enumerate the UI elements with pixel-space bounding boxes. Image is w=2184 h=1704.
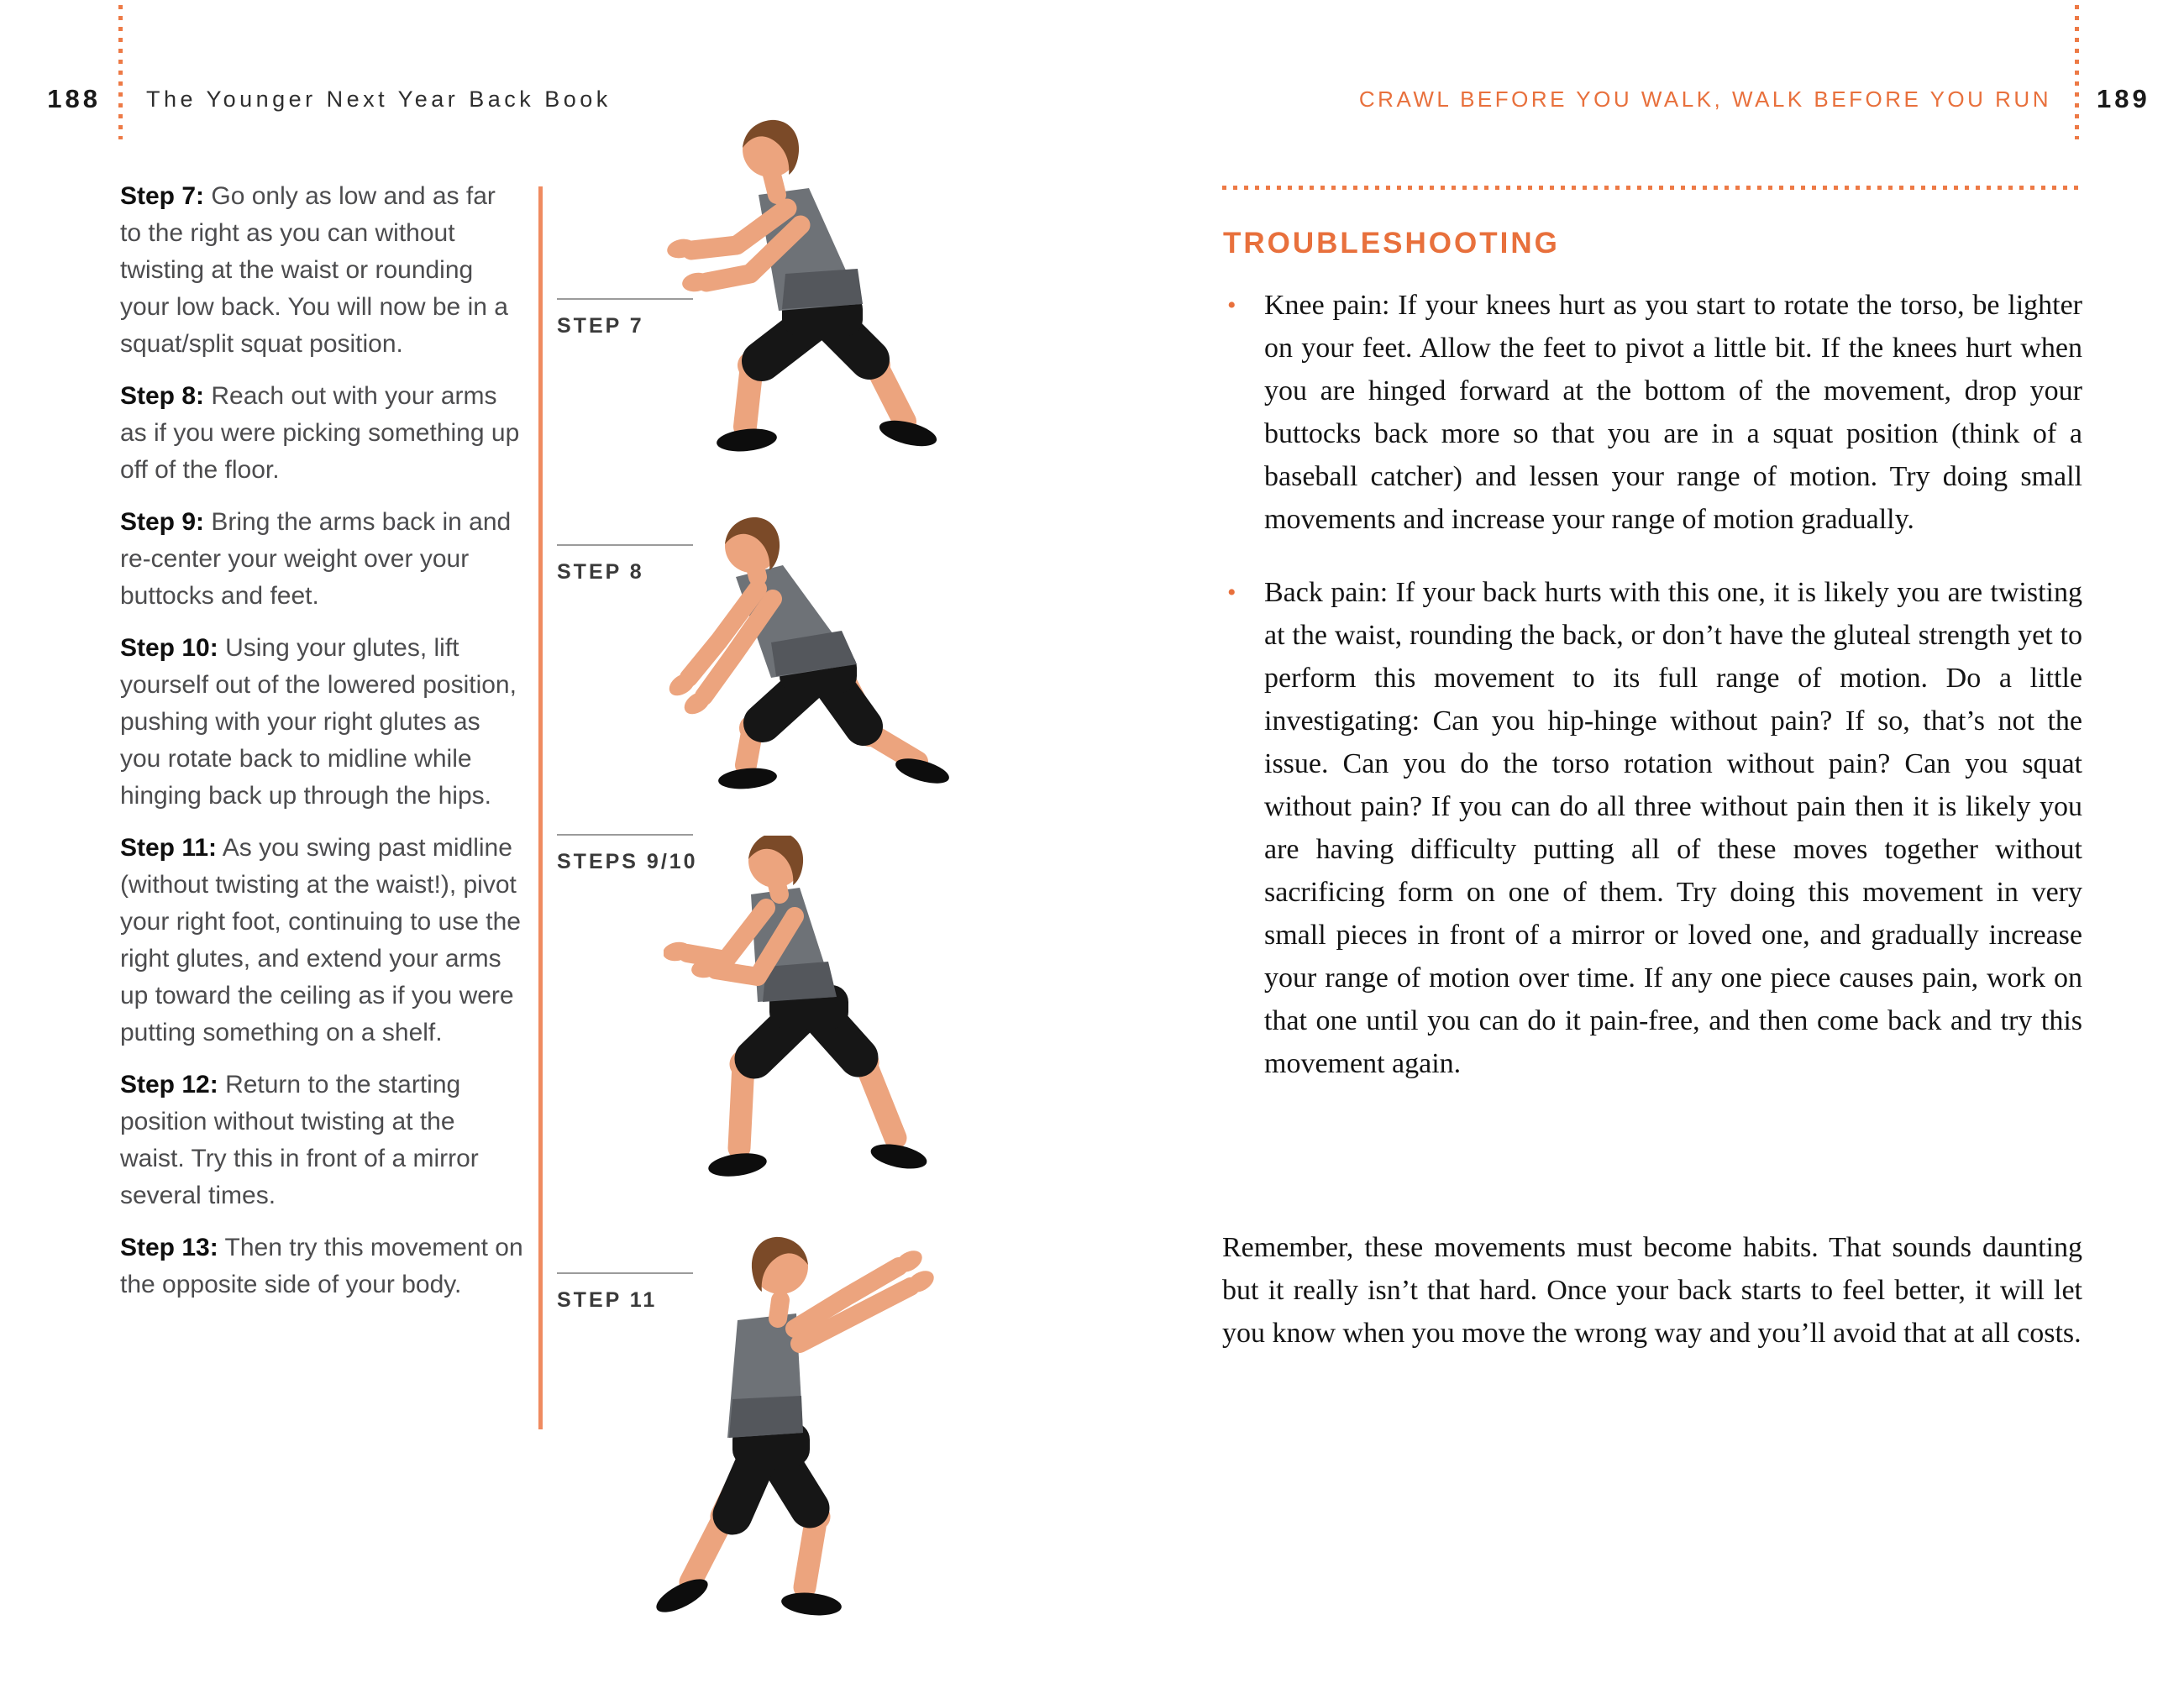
exercise-figure-steps-9-10 — [664, 836, 958, 1188]
step-7-paragraph — [120, 178, 523, 363]
step-12-text: Return to the starting position without twisting at the waist. Try this in front of a mirror several times. — [120, 1071, 479, 1209]
column-rule — [538, 186, 543, 1429]
figure-label-step-11: STEP 11 — [557, 1288, 658, 1312]
dotted-section-rule — [1222, 186, 2079, 190]
step-11-label: Step 11: — [120, 834, 218, 862]
figure-label-step-8: STEP 8 — [557, 560, 644, 584]
troubleshooting-heading: TROUBLESHOOTING — [1223, 227, 1560, 260]
step-10-label: Step 10: — [120, 634, 218, 662]
step-7-label: Step 7: — [120, 182, 205, 210]
step-12-label: Step 12: — [120, 1071, 218, 1098]
step-13-text: Then try this movement on the opposite side of your body. — [120, 1234, 523, 1298]
step-10-paragraph — [120, 630, 523, 815]
dotted-divider-left — [118, 5, 123, 139]
step-8-paragraph — [120, 378, 523, 489]
bullet-back-pain-text: Back pain: If your back hurts with this one, it is likely you are twisting at the waist, rounding the back, or don’t have the gluteal strength yet to perform this movement to its full range of motion. Do a little investigating: Can you hip-hinge without pain? If so, that’s not the issue. Can you do the torso rotation without pain? Can you squat without pain? If you can do all three without pain then it is likely you are having difficulty putting all of these moves together without sacrificing form on one of them. Try doing this movement in very small pieces in front of a mirror or loved one, and gradually increase your range of motion over time. If any one piece causes pain, work on that one until you can do it pain-free, and then come back and try this movement again. — [1264, 577, 2082, 1079]
bullet-back-pain — [1222, 571, 2082, 1085]
troubleshooting-list — [1222, 284, 2082, 1115]
bullet-knee-pain — [1222, 284, 2082, 541]
step-7-text: Go only as low and as far to the right as you can without twisting at the waist or rounding your low back. You will now be in a squat/split squat position. — [120, 182, 508, 358]
figure-label-steps-9-10: STEPS 9/10 — [557, 850, 698, 873]
bullet-dot-icon: • — [1227, 579, 1236, 606]
step-13-paragraph — [120, 1230, 523, 1303]
exercise-figure-step-8 — [664, 516, 958, 815]
step-9-label: Step 9: — [120, 508, 205, 536]
step-12-paragraph — [120, 1067, 523, 1214]
step-11-text: As you swing past midline (without twisting at the waist!), pivot your right foot, continuing to use the right glutes, and extend your arms up toward the ceiling as if you were putting something on a shelf. — [120, 834, 521, 1046]
steps-column — [120, 178, 523, 1319]
running-title-right: CRAWL BEFORE YOU WALK, WALK BEFORE YOU RUN — [1358, 87, 2051, 112]
bullet-knee-pain-text: Knee pain: If your knees hurt as you start to rotate the torso, be lighter on your feet. Allow the feet to pivot a little bit. If the knees hurt when you are hinged forward at the bottom of the movement, drop your buttocks back more so that you are in a squat position (think of a baseball catcher) and lessen your range of motion. Try doing small movements and increase your range of motion gradually. — [1264, 290, 2082, 535]
page-number-right: 189 — [2097, 84, 2150, 113]
figure-label-step-7: STEP 7 — [557, 314, 644, 338]
exercise-figure-step-7 — [659, 109, 945, 474]
closing-paragraph: Remember, these movements must become habits. That sounds daunting but it really isn’t that hard. Once your back starts to feel better, it will let you know when you move the wrong way and you’ll avoid that at all costs. — [1222, 1232, 2082, 1349]
step-13-label: Step 13: — [120, 1234, 218, 1261]
dotted-divider-right — [2075, 5, 2079, 139]
running-title-left: The Younger Next Year Back Book — [146, 87, 612, 112]
step-9-paragraph — [120, 504, 523, 615]
step-8-label: Step 8: — [120, 382, 205, 410]
exercise-figure-step-11 — [655, 1235, 966, 1625]
step-11-paragraph — [120, 830, 523, 1051]
page-number-left: 188 — [47, 84, 101, 113]
step-10-text: Using your glutes, lift yourself out of the lowered position, pushing with your right glutes as you rotate back to midline while hinging back up through the hips. — [120, 634, 517, 810]
step-9-text: Bring the arms back in and re-center your weight over your buttocks and feet. — [120, 508, 512, 610]
bullet-dot-icon: • — [1227, 291, 1236, 319]
step-8-text: Reach out with your arms as if you were picking something up off of the floor. — [120, 382, 520, 484]
